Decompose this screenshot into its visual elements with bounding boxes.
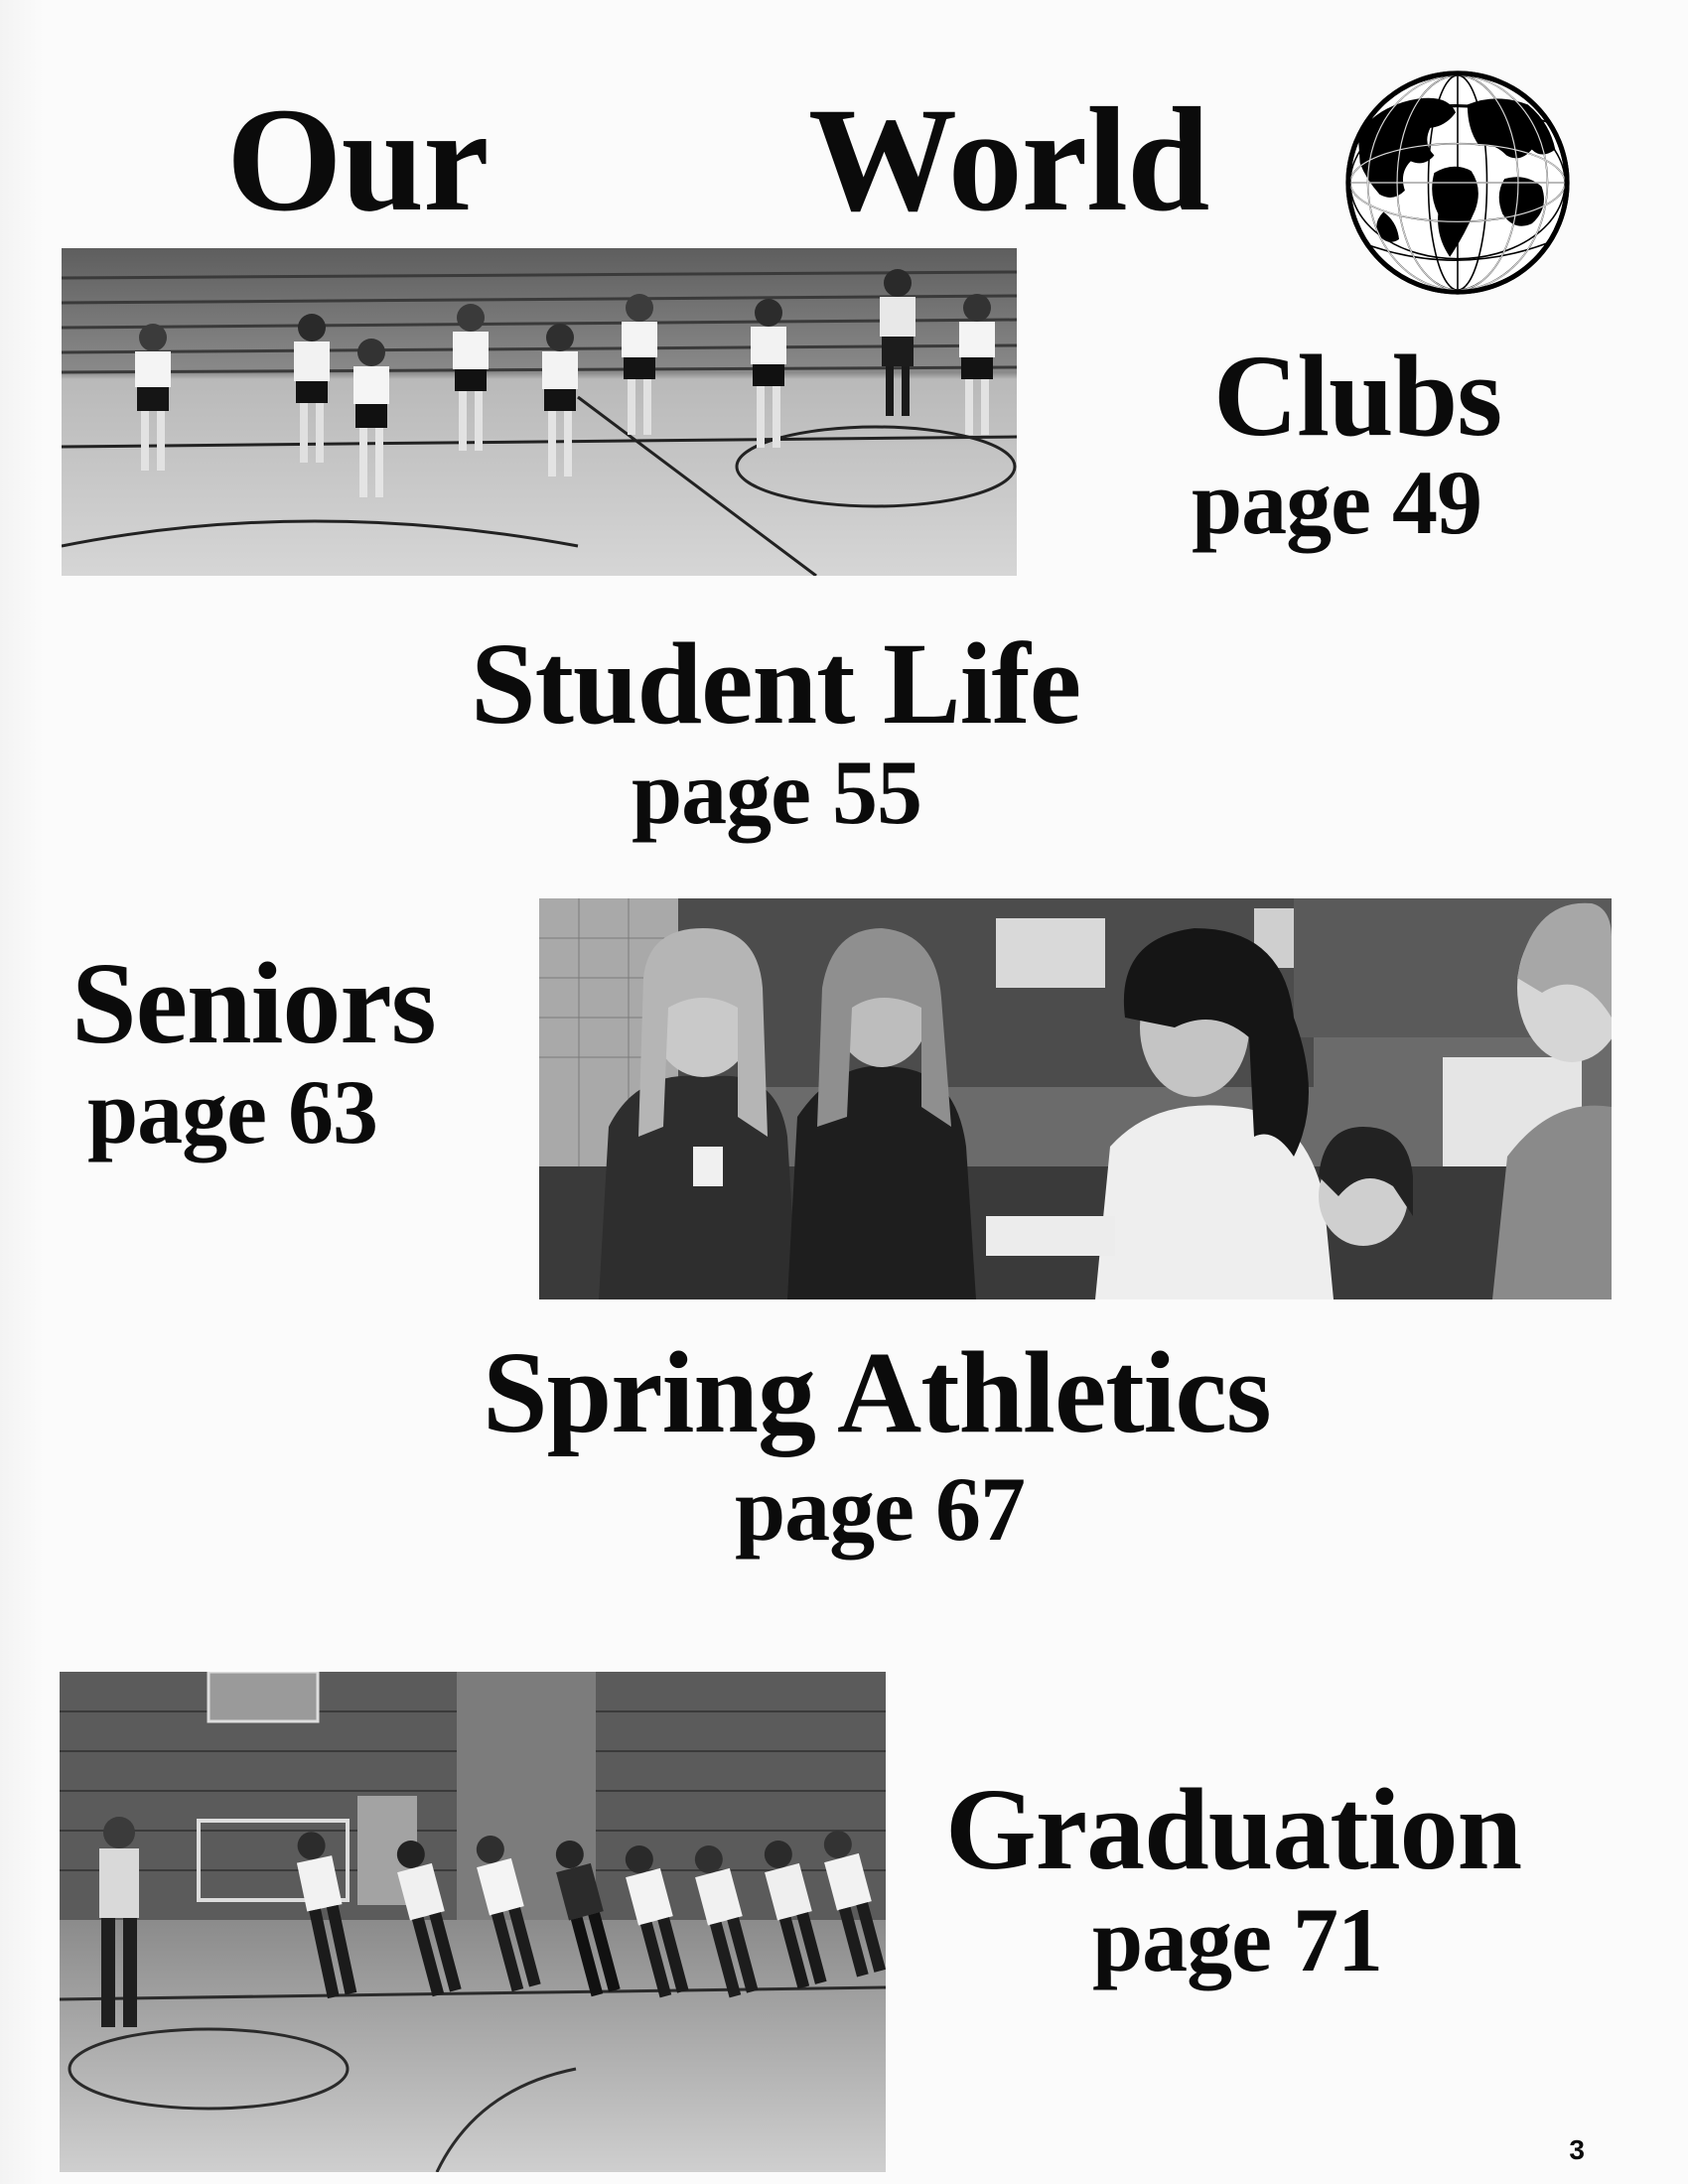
page-edge: [0, 0, 44, 2184]
section-title-student-life: Student Life: [471, 618, 1081, 749]
section-title-seniors: Seniors: [71, 938, 436, 1068]
globe-icon: [1340, 66, 1575, 300]
section-title-graduation: Graduation: [945, 1764, 1522, 1894]
photo-cheerleaders-gym: [62, 248, 1017, 576]
section-page-student-life: page 55: [632, 742, 921, 843]
title-word-our: Our: [226, 77, 489, 242]
section-page-spring-athletics: page 67: [735, 1458, 1025, 1560]
section-page-graduation: page 71: [1092, 1889, 1382, 1990]
title-word-world: World: [808, 77, 1209, 242]
section-page-seniors: page 63: [87, 1061, 377, 1162]
photo-tug-of-war-gym: [60, 1672, 886, 2172]
page-number: 3: [1569, 2134, 1585, 2165]
section-page-clubs: page 49: [1192, 452, 1481, 553]
section-title-spring-athletics: Spring Athletics: [483, 1327, 1271, 1457]
section-title-clubs: Clubs: [1213, 331, 1502, 461]
photo-students-table: [539, 898, 1612, 1299]
